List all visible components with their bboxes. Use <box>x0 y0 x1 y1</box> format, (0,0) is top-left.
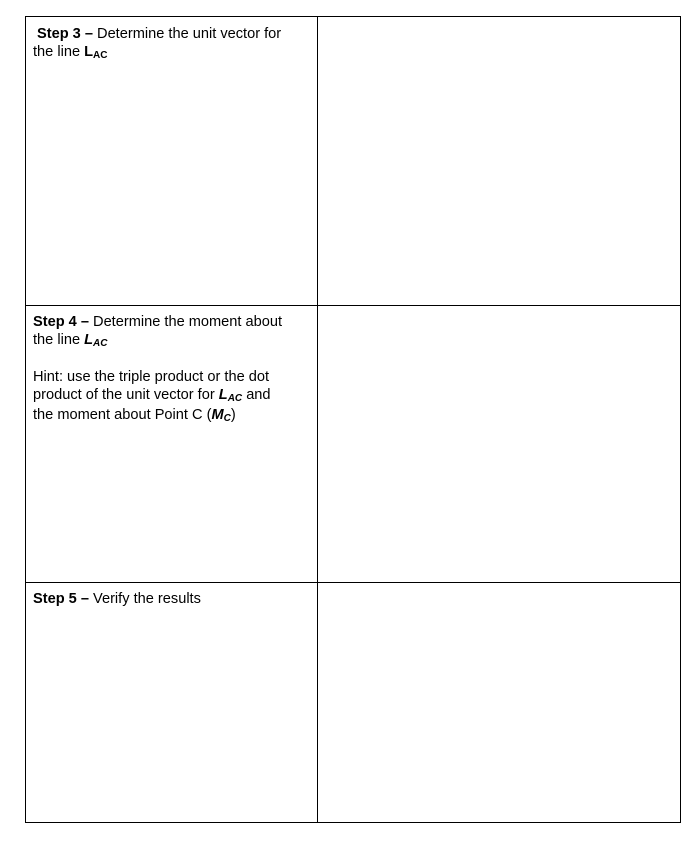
step-4-dash: – <box>76 314 94 330</box>
step-4-heading <box>33 313 309 331</box>
step-4-hint-moment-symbol: M <box>211 407 224 423</box>
step-4-hint-line2-suffix: and <box>242 387 271 403</box>
step-3-row <box>26 17 681 306</box>
step-3-line2-prefix: the line <box>33 44 85 60</box>
step-3-line-subscript: AC <box>93 50 108 61</box>
step-3-text: Determine the unit vector for <box>97 26 282 42</box>
step-5-heading <box>33 590 309 608</box>
step-4-hint-line-symbol: L <box>218 387 228 403</box>
step-5-text: Verify the results <box>93 591 201 607</box>
step-3-label: Step 3 <box>37 26 81 42</box>
step-4-hint-line3-suffix: ) <box>230 407 236 423</box>
step-5-instruction-cell <box>26 583 318 823</box>
step-4-line-subscript: AC <box>93 338 108 349</box>
step-4-line2 <box>33 331 309 351</box>
step-4-hint-line2 <box>33 386 309 406</box>
step-4-text: Determine the moment about <box>93 314 283 330</box>
step-4-hint-line-subscript: AC <box>227 393 243 404</box>
step-4-row <box>26 306 681 583</box>
step-4-instruction-cell <box>26 306 318 583</box>
step-3-heading <box>37 25 309 43</box>
step-4-hint-line2-prefix: product of the unit vector for <box>33 387 219 403</box>
step-4-line2-prefix: the line <box>33 332 85 348</box>
step-3-instruction-cell <box>26 17 318 306</box>
step-5-dash: – <box>76 591 94 607</box>
step-4-hint-line1: Hint: use the triple product or the dot <box>33 369 270 385</box>
step-3-line2 <box>33 43 309 63</box>
step-3-line-symbol: L <box>84 44 94 60</box>
step-4-line-symbol: L <box>84 332 94 348</box>
worksheet-table <box>25 16 681 823</box>
step-5-answer-cell[interactable] <box>318 583 681 823</box>
step-4-label: Step 4 <box>33 314 77 330</box>
step-4-answer-cell[interactable] <box>318 306 681 583</box>
step-3-dash: – <box>80 26 98 42</box>
step-5-label: Step 5 <box>33 591 77 607</box>
step-4-hint-moment-subscript: C <box>223 413 231 424</box>
step-3-answer-cell[interactable] <box>318 17 681 306</box>
step-4-hint-line3-prefix: the moment about Point C ( <box>33 407 212 423</box>
step-4-hint-line3 <box>33 406 309 426</box>
step-5-row <box>26 583 681 823</box>
